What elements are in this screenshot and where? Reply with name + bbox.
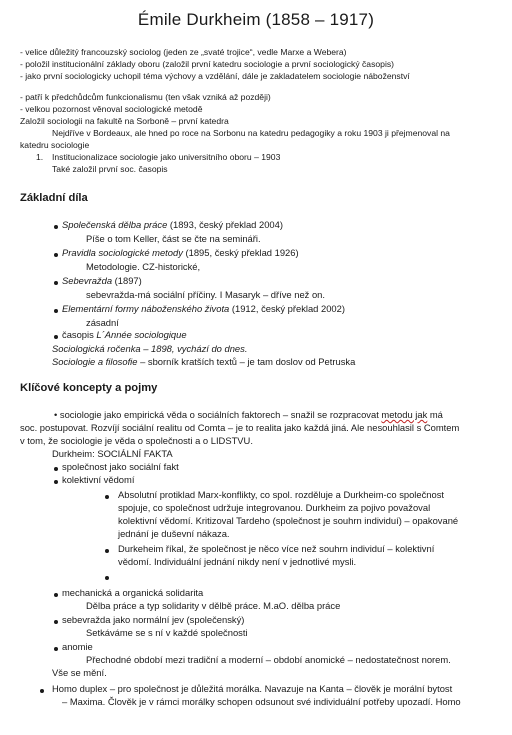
bullet-icon bbox=[105, 576, 109, 580]
concept-label: Durkheim: SOCIÁLNÍ FAKTA bbox=[52, 448, 173, 459]
sub-bullet-line: jednání je duševní nákaza. bbox=[118, 528, 230, 539]
intro-line: Institucionalizace sociologie jako universitního oboru – 1903 bbox=[52, 152, 281, 162]
bullet-icon bbox=[105, 549, 109, 553]
intro-line: katedru sociologie bbox=[20, 140, 90, 150]
intro-line: Také založil první soc. časopis bbox=[52, 164, 168, 174]
bullet-icon bbox=[54, 593, 58, 597]
concept-paragraph: • sociologie jako empirická věda o sociálních faktorech – snažil se rozpracovat metodu jak má bbox=[54, 409, 443, 420]
section-heading-concepts: Klíčové koncepty a pojmy bbox=[20, 382, 158, 394]
work-extra: Sociologická ročenka – 1898, vychází do dnes. bbox=[52, 343, 248, 354]
sub-bullet-line: Absolutní protiklad Marx-konflikty, co spol. rozděluje a Durkheim-co společnost bbox=[118, 489, 445, 500]
concept-bullet: anomie bbox=[62, 641, 93, 652]
work-item: Elementární formy náboženského života (1912, český překlad 2002) bbox=[62, 303, 345, 314]
sub-bullet-line: kolektivní vědomí. Kritizoval Tardeho (společnost je souhrn individuí) – opakované bbox=[118, 515, 459, 526]
bullet-icon bbox=[54, 467, 58, 471]
work-note: Píše o tom Keller, část se čte na semináři. bbox=[86, 233, 261, 244]
work-item: Společenská dělba práce (1893, český překlad 2004) bbox=[62, 219, 283, 230]
concept-note: Přechodné období mezi tradiční a moderní – období anomické – nedostatečnost norem. bbox=[86, 654, 451, 665]
bullet-icon bbox=[54, 335, 58, 339]
work-note: Metodologie. CZ-historické, bbox=[86, 261, 201, 272]
bullet-icon bbox=[54, 281, 58, 285]
list-number: 1. bbox=[36, 152, 44, 162]
concept-bullet: sebevražda jako normální jev (společenský) bbox=[62, 614, 245, 625]
intro-line: - položil institucionální základy oboru (založil první katedru sociologie a první sociologický časopis) bbox=[20, 59, 395, 69]
work-note: zásadní bbox=[86, 317, 119, 328]
work-item: časopis L´Année sociologique bbox=[62, 329, 187, 340]
bullet-icon bbox=[54, 225, 58, 229]
intro-line: Založil sociologii na fakultě na Sorboně – první katedra bbox=[20, 116, 229, 126]
concept-paragraph: Homo duplex – pro společnost je důležitá morálka. Navazuje na Kanta – člověk je morální bytost bbox=[52, 683, 453, 694]
sub-bullet-line: Durkeheim říkal, že společnost je něco více než souhrn individuí – kolektivní bbox=[118, 543, 435, 554]
concept-paragraph: soc. postupovat. Rozvíjí sociální realitu od Comta – je to realita jako každá jiná. Ale nesouhlasil s Comtem bbox=[20, 422, 460, 433]
section-heading-works: Základní díla bbox=[20, 192, 88, 204]
sub-bullet-line: spojuje, co společnost udržuje integrovanou. Durkheim za pojivo považoval bbox=[118, 502, 431, 513]
bullet-icon bbox=[54, 480, 58, 484]
concept-note: Setkáváme se s ní v každé společnosti bbox=[86, 627, 248, 638]
bullet-icon bbox=[40, 689, 44, 693]
bullet-icon bbox=[54, 620, 58, 624]
concept-note: Vše se mění. bbox=[52, 667, 107, 678]
work-extra: Sociologie a filosofie – sborník kratších textů – je tam doslov od Petruska bbox=[52, 356, 356, 367]
concept-bullet: společnost jako sociální fakt bbox=[62, 461, 179, 472]
intro-line: - patří k předchůdcům funkcionalismu (ten však vzniká až později) bbox=[20, 92, 271, 102]
page-title: Émile Durkheim (1858 – 1917) bbox=[137, 10, 375, 29]
concept-paragraph: v tom, že sociologie je věda o společnosti a o LIDSTVU. bbox=[20, 435, 253, 446]
bullet-icon bbox=[105, 495, 109, 499]
intro-line: Nejdříve v Bordeaux, ale hned po roce na Sorbonu na katedru pedagogiky a roku 1903 ji přejmenoval na bbox=[52, 128, 450, 138]
intro-line: - velkou pozornost věnoval sociologické metodě bbox=[20, 104, 203, 114]
concept-note: Dělba práce a typ solidarity v dělbě práce. M.aO. dělba práce bbox=[86, 600, 341, 611]
sub-bullet-line: vědomí. Individuální jednání nikdy není v jednotlivé mysli. bbox=[118, 556, 357, 567]
concept-paragraph: – Maxima. Člověk je v rámci morálky schopen odsunout své individuální potřeby upozadí. Homo bbox=[62, 696, 461, 707]
concept-bullet: mechanická a organická solidarita bbox=[62, 587, 204, 598]
intro-line: - velice důležitý francouzský sociolog (jeden ze „svaté trojice“, vedle Marxe a Webera) bbox=[20, 47, 347, 57]
bullet-icon bbox=[54, 647, 58, 651]
work-item: Pravidla sociologické metody (1895, český překlad 1926) bbox=[62, 247, 299, 258]
work-note: sebevražda-má sociální příčiny. I Masaryk – dříve než on. bbox=[86, 289, 325, 300]
work-item: Sebevražda (1897) bbox=[62, 275, 142, 286]
intro-line: - jako první sociologicky uchopil téma výchovy a vzdělání, dále je zakladatelem sociologie náboženství bbox=[20, 71, 410, 81]
concept-bullet: kolektivní vědomí bbox=[62, 474, 135, 485]
bullet-icon bbox=[54, 253, 58, 257]
bullet-icon bbox=[54, 309, 58, 313]
